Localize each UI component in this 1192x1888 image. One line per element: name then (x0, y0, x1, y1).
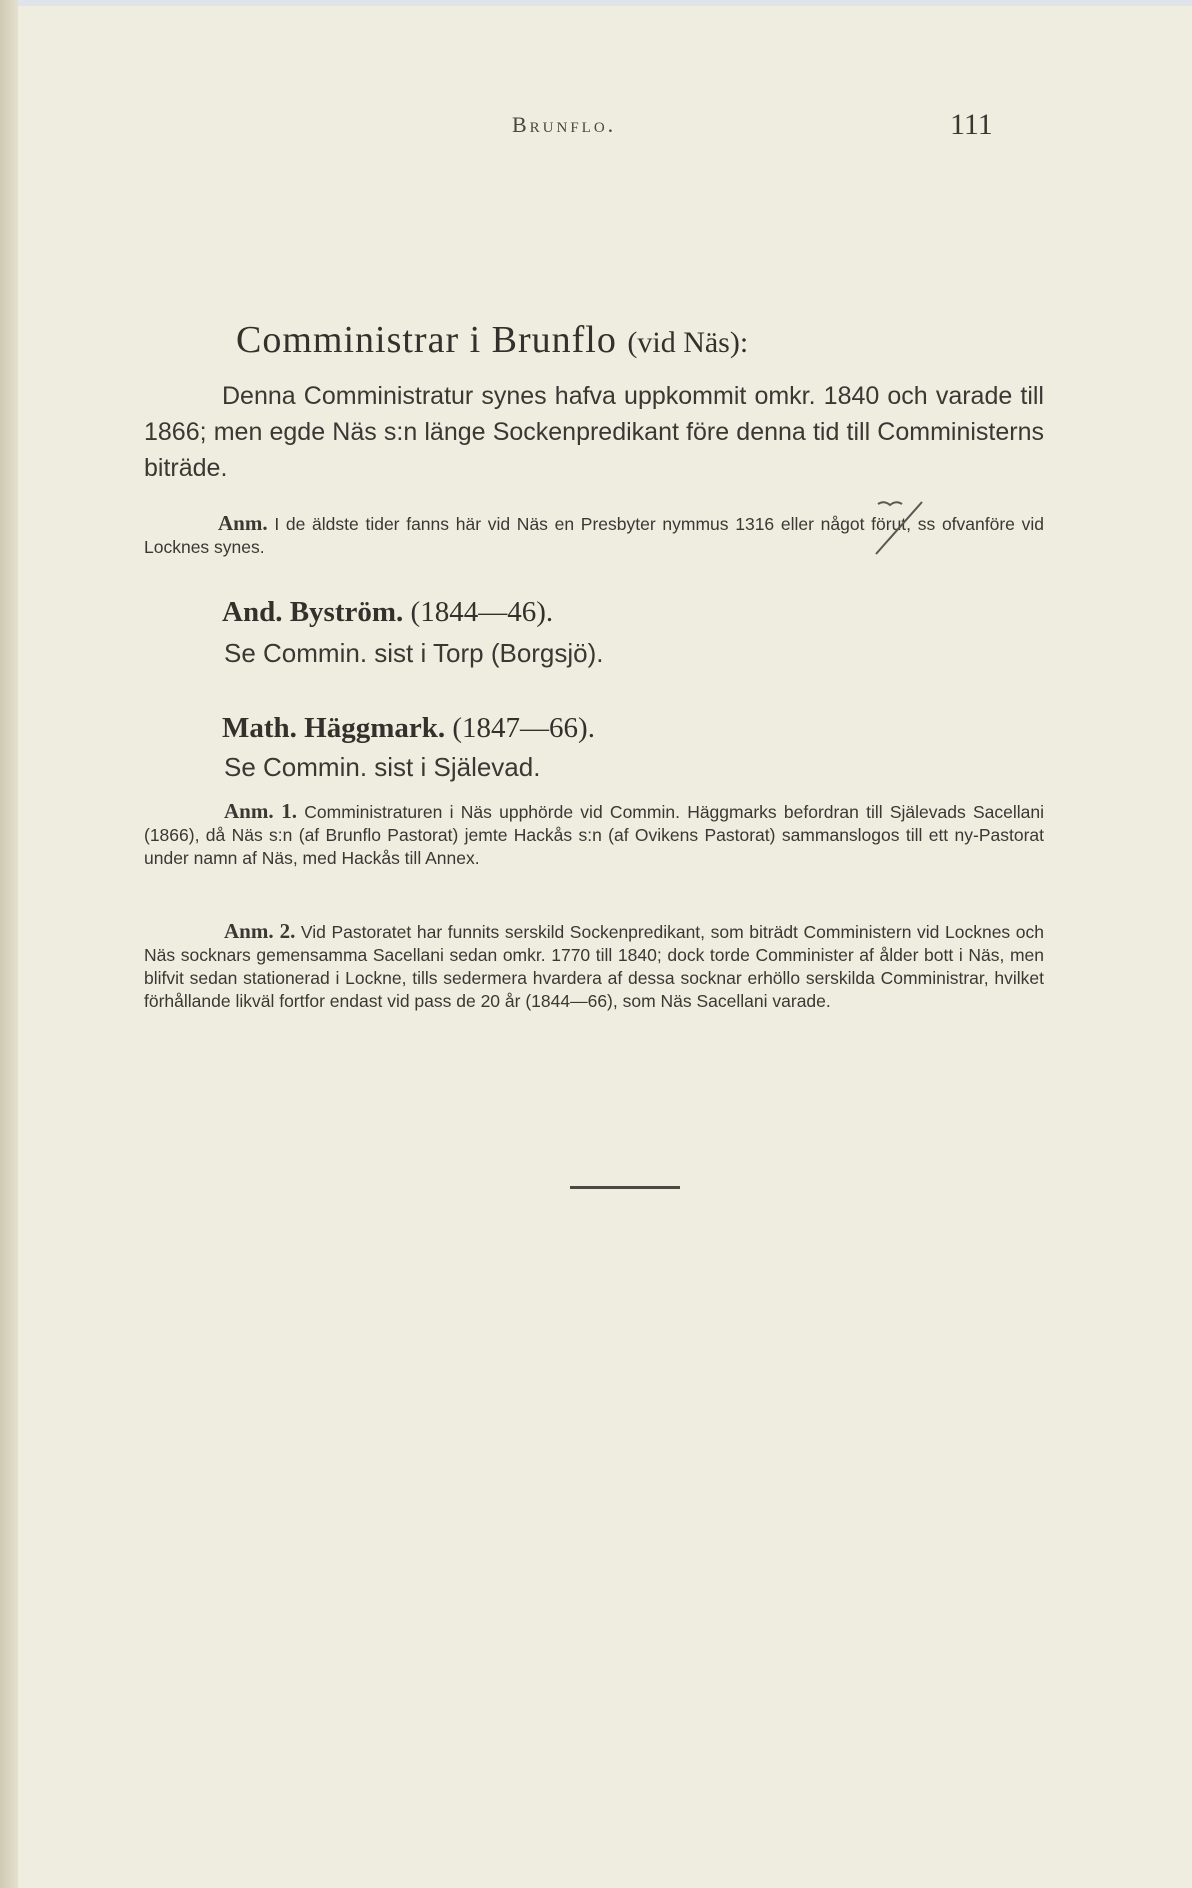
running-head: Brunflo. (512, 112, 617, 137)
note-2 (144, 920, 1044, 1013)
page-top-edge (0, 0, 1192, 6)
entry-bystrom-heading (222, 596, 553, 629)
intro-note-lead: Anm. (218, 511, 268, 535)
note-2-text: Vid Pastoratet har funnits serskild Sockenpredikant, som biträdt Comministern vid Locknes och Näs socknars gemensamma Sacellani sedan omkr. 1770 till 1840; dock torde Comminister af ålder bott i Näs, men blifvit sedan stationerad i Lockne, tills sedermera hvardera af dessa socknar erhöllo serskilda Comministrar, hvilket förhållande likväl fortfor endast vid pass de 20 år (1844—66), som Näs Sacellani varade. (144, 922, 1044, 1011)
intro-text: Denna Comministratur synes hafva uppkommit omkr. 1840 och varade till 1866; men egde Näs s:n länge Sockenpredikant före denna tid till Comministerns biträde. (144, 382, 1044, 482)
entry-initial: And. (222, 596, 283, 628)
note-2-lead: Anm. 2. (224, 919, 296, 943)
page-number: 111 (950, 108, 993, 141)
section-end-rule (570, 1186, 680, 1189)
entry-name: Byström. (289, 596, 404, 628)
note-1-lead: Anm. 1. (224, 799, 297, 823)
intro-note-text: I de äldste tider fanns här vid Näs en Presbyter nymmus 1316 eller något förut, ss ofvanföre vid Locknes synes. (144, 514, 1044, 557)
pencil-mark-icon (870, 498, 930, 558)
intro-paragraph (144, 378, 1044, 486)
entry-name: Häggmark. (304, 712, 446, 744)
section-title-main: Comministrar i Brunflo (236, 319, 617, 361)
page-binding-edge (0, 0, 18, 1888)
section-title (236, 318, 1066, 362)
entry-initial: Math. (222, 712, 297, 744)
note-1-text: Comministraturen i Näs upphörde vid Commin. Häggmarks befordran till Själevads Sacellani (1866), då Näs s:n (af Brunflo Pastorat) jemte Hackås s:n (af Ovikens Pastorat) sammanslogos till ett ny-Pastorat under namn af Näs, med Hackås till Annex. (144, 802, 1044, 868)
entry-years: (1847—66). (452, 712, 595, 744)
note-1 (144, 800, 1044, 870)
section-title-rest: (vid Näs): (627, 326, 749, 359)
entry-haggmark-heading (222, 712, 595, 745)
page-header (140, 108, 1040, 148)
entry-haggmark-see: Se Commin. sist i Själevad. (224, 752, 541, 782)
entry-bystrom-see: Se Commin. sist i Torp (Borgsjö). (224, 638, 604, 668)
entry-years: (1844—46). (410, 596, 554, 628)
